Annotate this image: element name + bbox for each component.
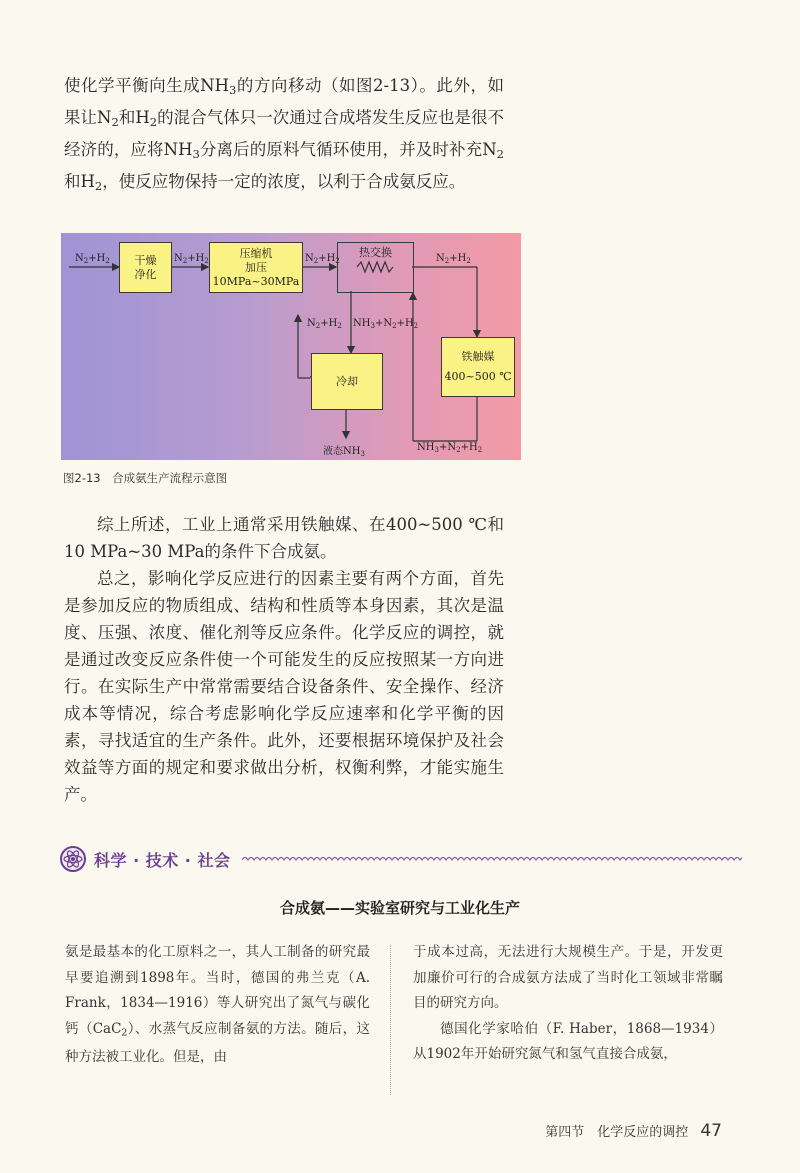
label-liquid-nh3: 液态$NH_3$ — [323, 446, 365, 458]
page-number: 47 — [700, 1121, 722, 1141]
paragraph-1: 使化学平衡向生成$NH_3$的方向移动（如图2-13）。此外，如果让$N_2$和$H_2$的混合气体只一次通过合成塔发生反应也是很不经济的，应将$NH_3$分离后的原料气循环使用，并及时补充$N_2$和$H_2$，使反应物保持一定的浓度，以利于合成氨反应。 — [64, 76, 505, 193]
compressor-box: 压缩机 加压 10MPa~30MPa — [209, 242, 303, 293]
sidebar-right-column — [413, 940, 723, 1068]
catalyst-box: 铁触媒 400~500 ℃ — [441, 337, 515, 397]
footer-section: 第四节 化学反应的调控 — [545, 1125, 689, 1140]
atom-icon — [60, 846, 86, 872]
label-feed-in: $N_2+H_2$ — [75, 253, 110, 265]
dryer-box: 干燥 净化 — [119, 242, 172, 293]
section-header — [60, 846, 740, 876]
cooling-box: 冷却 — [311, 353, 383, 410]
paragraph-2: 综上所述，工业上通常采用铁触媒、在400~500 ℃和10 MPa~30 MPa的条件下合成氨。 — [64, 515, 504, 561]
page-footer — [545, 1121, 722, 1141]
ammonia-process-diagram — [61, 233, 521, 460]
paragraph-3: 总之，影响化学反应进行的因素主要有两个方面，首先是参加反应的物质组成、结构和性质等本身因素，其次是温度、压强、浓度、催化剂等反应条件。化学反应的调控，就是通过改变反应条件使一个可能发生的反应按照某一方向进行。在实际生产中常常需要结合设备条件、安全操作、经济成本等情况，综合考虑影响化学反应速率和化学平衡的因素，寻找适宜的生产条件。此外，还要根据环境保护及社会效益等方面的规定和要求做出分析，权衡利弊，才能实施生产。 — [64, 569, 504, 804]
sidebar-left-column: 氨是最基本的化工原料之一，其人工制备的研究最早要追溯到1898年。当时，德国的弗兰克（A. Frank，1834—1916）等人研究出了氮气与碳化钙（CaC$_2$）、水蒸气反应制备氨的方法。随后，这种方法被工业化。但是，由 — [65, 944, 371, 1066]
heat-exchanger-box: 热交换 — [337, 242, 414, 293]
label-dryer-out: $N_2+H_2$ — [174, 253, 209, 265]
article-title: 合成氨——实验室研究与工业化生产 — [279, 899, 520, 917]
right-paragraph-1: 于成本过高，无法进行大规模生产。于是，开发更加廉价可行的合成氨方法成了当时化工领域非常瞩目的研究方向。 — [413, 944, 723, 1011]
label-catalyst-out: $NH_3+N_2+H_2$ — [417, 442, 483, 454]
label-compressor-out: $N_2+H_2$ — [305, 253, 340, 265]
label-recycle: $N_2+H_2$ — [307, 318, 342, 330]
label-hx-out: $N_2+H_2$ — [436, 253, 471, 265]
label-mix-to-cooling: $NH_3+N_2+H_2$ — [353, 318, 419, 330]
column-divider — [390, 945, 391, 1095]
section-title: 科学 · 技术 · 社会 — [94, 851, 231, 870]
right-paragraph-2: 德国化学家哈伯（F. Haber，1868—1934）从1902年开始研究氮气和氢气直接合成氨， — [413, 1020, 723, 1062]
decorative-wave — [242, 854, 742, 866]
figure-caption: 图2-13 合成氨生产流程示意图 — [63, 471, 228, 485]
